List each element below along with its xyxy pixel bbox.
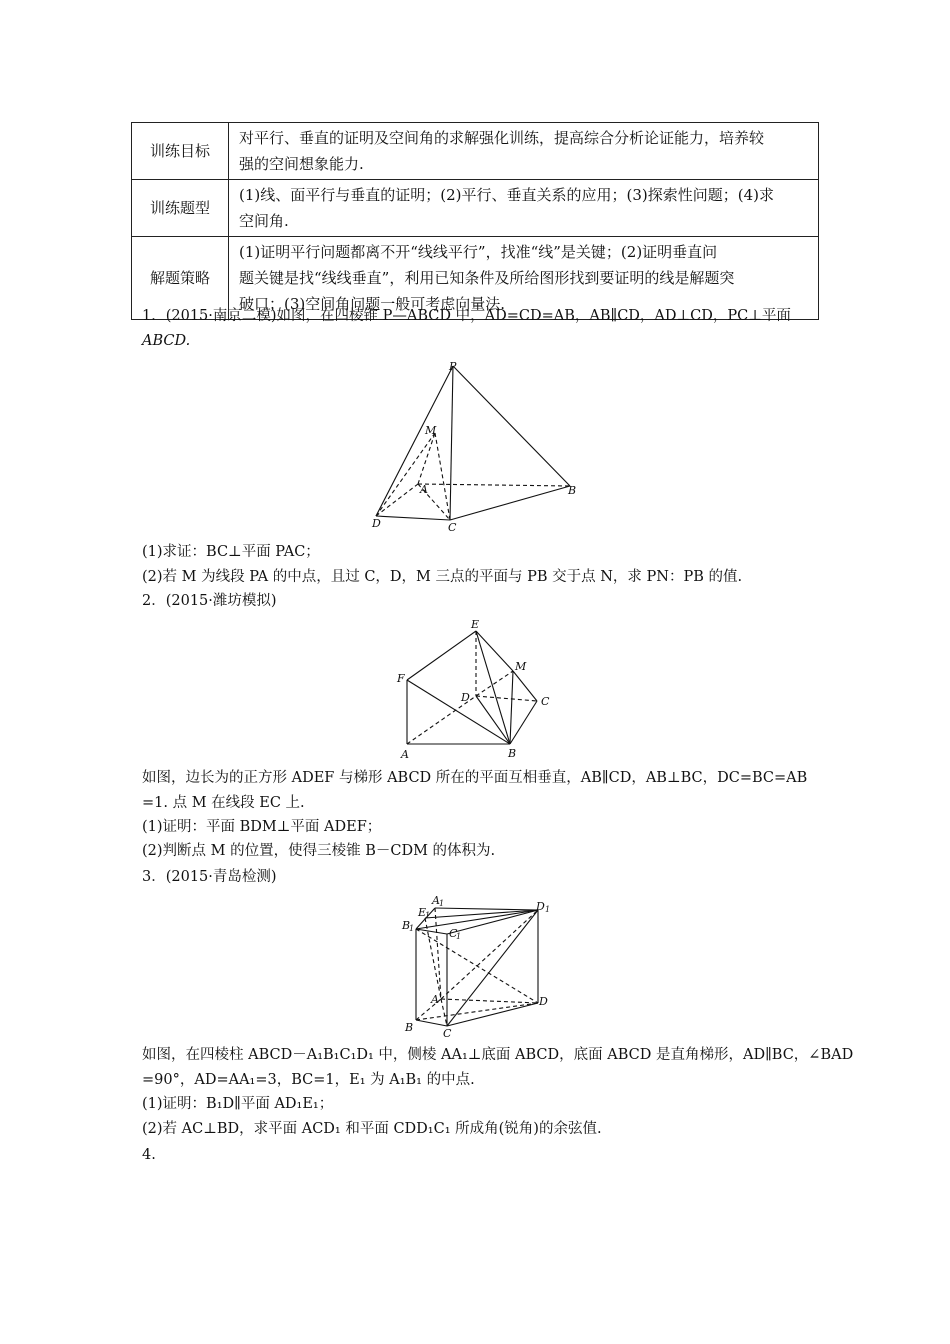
label-C: C [443,1027,452,1040]
problem-2-question-1: (1)证明：平面 BDM⊥平面 ADEF； [142,819,382,835]
table-key: 解题策略 [132,237,229,320]
prism-figure [398,895,563,1040]
table-value: (1)线、面平行与垂直的证明；(2)平行、垂直关系的应用；(3)探索性问题；(4)求 空间角. [229,180,819,237]
problem-1-statement: 1．(2015·南京二模)如图，在四棱锥 P—ABCD 中，AD=CD=AB，AB∥CD，AD⊥CD，PC⊥平面 [142,308,791,324]
problem-1-question-1: (1)求证：BC⊥平面 PAC； [142,544,320,560]
problem-3-heading: 3．(2015·青岛检测) [142,869,277,885]
label-D: D [539,995,548,1008]
table-value: (1)证明平行问题都离不开“线线平行”，找准“线”是关键；(2)证明垂直问 题关键是找“线线垂直”，利用已知条件及所给图形找到要证明的线是解题突 破口；(3)空间角问题一般可考虑向量法. [229,237,819,320]
problem-2-question-2: (2)判断点 M 的位置，使得三棱锥 B－CDM 的体积为. [142,843,496,859]
label-C: C [448,521,457,534]
label-E1: E [418,906,427,919]
problem-2-statement-cont: =1. 点 M 在线段 EC 上. [142,795,305,811]
problem-2-statement: 如图，边长为的正方形 ADEF 与梯形 ABCD 所在的平面互相垂直，AB∥CD，AB⊥BC，DC=BC=AB [142,770,808,786]
problem-3-statement-cont: =90°，AD=AA₁=3，BC=1，E₁ 为 A₁B₁ 的中点. [142,1072,475,1088]
label-A: A [401,748,409,761]
problem-4-heading: 4. [142,1147,156,1163]
label-M: M [425,424,437,437]
label-P: P [449,360,457,373]
label-E: E [471,618,480,631]
table-value: 对平行、垂直的证明及空间角的求解强化训练，提高综合分析论证能力，培养较 强的空间想象能力. [229,123,819,180]
label-B: B [508,747,517,760]
label-A: A [431,993,439,1006]
label-A: A [420,483,428,496]
svg-text:1: 1 [456,932,462,941]
svg-text:1: 1 [545,905,551,914]
training-goals-table [131,122,819,320]
label-D1: D [536,900,545,913]
table-row [132,123,819,180]
problem-3-question-2: (2)若 AC⊥BD，求平面 ACD₁ 和平面 CDD₁C₁ 所成角(锐角)的余弦值. [142,1121,602,1137]
table-key: 训练题型 [132,180,229,237]
label-D: D [461,691,470,704]
square-trapezoid-figure [395,617,560,762]
svg-text:1: 1 [409,924,415,933]
label-C1: C [449,927,458,940]
svg-text:1: 1 [425,911,431,920]
label-C: C [541,695,550,708]
problem-3-statement: 如图，在四棱柱 ABCD－A₁B₁C₁D₁ 中，侧棱 AA₁⊥底面 ABCD，底面 ABCD 是直角梯形，AD∥BC，∠BAD [142,1047,854,1063]
table-row [132,180,819,237]
label-B: B [405,1021,414,1034]
problem-3-question-1: (1)证明：B₁D∥平面 AD₁E₁； [142,1096,334,1112]
svg-text:1: 1 [439,899,445,908]
label-B: B [568,484,577,497]
label-M: M [515,660,527,673]
label-B1: B [402,919,411,932]
pyramid-figure [370,360,590,535]
label-A1: A [432,894,440,907]
table-key: 训练目标 [132,123,229,180]
label-D: D [372,517,381,530]
problem-1-question-2: (2)若 M 为线段 PA 的中点，且过 C，D，M 三点的平面与 PB 交于点 N，求 PN：PB 的值. [142,569,743,585]
problem-1-statement-cont: ABCD. [142,333,191,349]
problem-2-heading: 2．(2015·潍坊模拟) [142,593,277,609]
label-F: F [397,672,405,685]
